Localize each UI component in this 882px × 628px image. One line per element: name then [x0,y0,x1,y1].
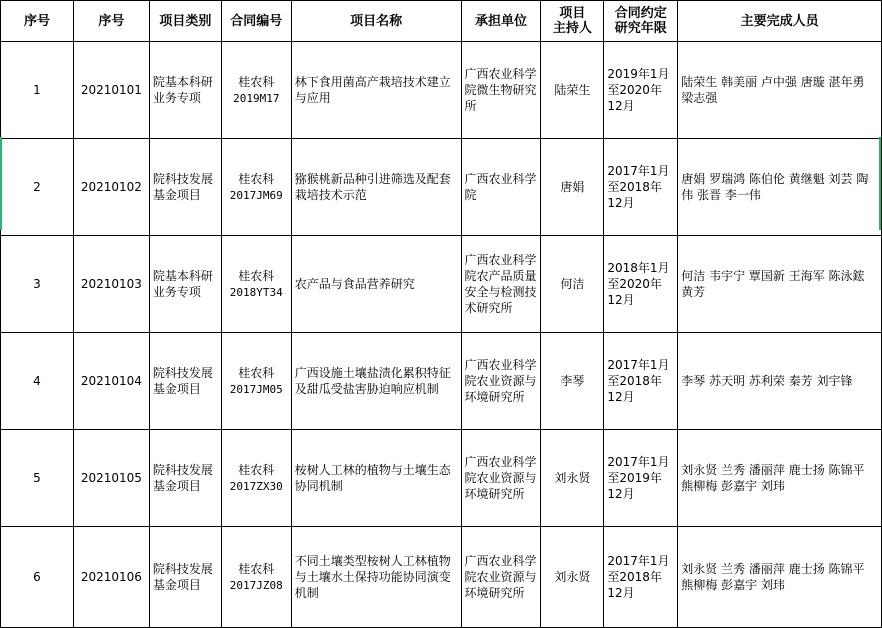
contract-line1: 桂农科 [238,74,275,89]
header-members[interactable]: 主要完成人员 [678,1,882,42]
cell-unit[interactable]: 广西农业科学院农产品质量安全与检测技术研究所 [461,236,541,333]
header-host-line2: 主持人 [552,21,592,36]
contract-line2: 2017JZ08 [229,578,283,592]
cell-seq[interactable]: 3 [1,236,74,333]
cell-host[interactable]: 陆荣生 [541,42,604,139]
cell-contract-no[interactable] [221,430,291,527]
cell-period[interactable]: 2017年1月至2018年12月 [604,527,678,628]
cell-contract-no[interactable] [221,333,291,430]
cell-num[interactable]: 20210106 [73,527,149,628]
cell-host[interactable]: 刘永贤 [541,430,604,527]
cell-num[interactable]: 20210101 [73,42,149,139]
cell-host[interactable]: 李琴 [541,333,604,430]
cell-project-name[interactable]: 广西设施土壤盐渍化累积特征及甜瓜受盐害胁迫响应机制 [291,333,461,430]
contract-line1: 桂农科 [238,365,275,380]
cell-contract-no[interactable] [221,236,291,333]
table-row [1,527,882,628]
header-num[interactable]: 序号 [73,1,149,42]
cell-category[interactable]: 院基本科研业务专项 [149,236,221,333]
contract-line2: 2017JM05 [229,382,283,396]
cell-seq[interactable]: 1 [1,42,74,139]
cell-period[interactable]: 2017年1月至2018年12月 [604,333,678,430]
header-host-line1: 项目 [559,6,586,21]
cell-period[interactable]: 2018年1月至2020年12月 [604,236,678,333]
table-row [1,42,882,139]
cell-contract-no[interactable] [221,42,291,139]
header-period-line2: 研究年限 [614,21,667,36]
cell-contract-no[interactable] [221,527,291,628]
contract-line1: 桂农科 [238,462,275,477]
cell-project-name[interactable]: 桉树人工林的植物与土壤生态协同机制 [291,430,461,527]
header-period[interactable] [604,1,678,42]
cell-project-name[interactable]: 不同土壤类型桉树人工林植物与土壤水土保持功能协同演变机制 [291,527,461,628]
contract-line2: 2018YT34 [229,285,283,299]
cell-members[interactable]: 刘永贤 兰秀 潘丽萍 鹿士扬 陈锦平 熊柳梅 彭嘉宇 刘玮 [678,430,882,527]
cell-seq[interactable]: 5 [1,430,74,527]
header-project-name[interactable]: 项目名称 [291,1,461,42]
cell-members[interactable]: 唐娟 罗瑞鸿 陈伯伦 黄继魁 刘芸 陶伟 张晋 李一伟 [678,139,882,236]
cell-category[interactable]: 院科技发展基金项目 [149,139,221,236]
table-row [1,139,882,236]
table-row [1,236,882,333]
contract-line1: 桂农科 [238,268,275,283]
cell-seq[interactable]: 2 [1,139,74,236]
cell-category[interactable]: 院基本科研业务专项 [149,42,221,139]
cell-unit[interactable]: 广西农业科学院农业资源与环境研究所 [461,430,541,527]
cell-members[interactable]: 李琴 苏天明 苏利荣 秦芳 刘宇锋 [678,333,882,430]
cell-category[interactable]: 院科技发展基金项目 [149,430,221,527]
cell-members[interactable]: 何洁 韦宇宁 覃国新 王海军 陈泳鋐 黄芳 [678,236,882,333]
row-selection-marker-left [0,137,2,230]
cell-unit[interactable]: 广西农业科学院农业资源与环境研究所 [461,527,541,628]
cell-category[interactable]: 院科技发展基金项目 [149,527,221,628]
header-contract-no[interactable]: 合同编号 [221,1,291,42]
cell-host[interactable]: 刘永贤 [541,527,604,628]
cell-period[interactable]: 2019年1月至2020年12月 [604,42,678,139]
cell-members[interactable]: 陆荣生 韩美丽 卢中强 唐璇 湛年勇 梁志强 [678,42,882,139]
contract-line2: 2017ZX30 [229,479,283,493]
cell-project-name[interactable]: 林下食用菌高产栽培技术建立与应用 [291,42,461,139]
header-row [1,1,882,42]
header-host[interactable] [541,1,604,42]
header-seq[interactable]: 序号 [1,1,74,42]
cell-project-name[interactable]: 猕猴桃新品种引进筛选及配套栽培技术示范 [291,139,461,236]
table-row [1,430,882,527]
contract-line1: 桂农科 [238,171,275,186]
contract-line2: 2019M17 [233,91,280,105]
cell-num[interactable]: 20210104 [73,333,149,430]
cell-host[interactable]: 何洁 [541,236,604,333]
cell-seq[interactable]: 6 [1,527,74,628]
header-unit[interactable]: 承担单位 [461,1,541,42]
row-selection-marker-right [879,137,881,230]
cell-num[interactable]: 20210102 [73,139,149,236]
cell-contract-no[interactable] [221,139,291,236]
header-category[interactable]: 项目类别 [149,1,221,42]
table-row [1,333,882,430]
cell-period[interactable]: 2017年1月至2019年12月 [604,430,678,527]
cell-num[interactable]: 20210105 [73,430,149,527]
cell-seq[interactable]: 4 [1,333,74,430]
cell-period[interactable]: 2017年1月至2018年12月 [604,139,678,236]
cell-num[interactable]: 20210103 [73,236,149,333]
cell-unit[interactable]: 广西农业科学院微生物研究所 [461,42,541,139]
contract-line2: 2017JM69 [229,188,283,202]
header-period-line1: 合同约定 [614,6,667,21]
cell-category[interactable]: 院科技发展基金项目 [149,333,221,430]
cell-project-name[interactable]: 农产品与食品营养研究 [291,236,461,333]
cell-unit[interactable]: 广西农业科学院农业资源与环境研究所 [461,333,541,430]
cell-host[interactable]: 唐娟 [541,139,604,236]
cell-unit[interactable]: 广西农业科学院 [461,139,541,236]
contract-line1: 桂农科 [238,561,275,576]
cell-members[interactable]: 刘永贤 兰秀 潘丽萍 鹿士扬 陈锦平 熊柳梅 彭嘉宇 刘玮 [678,527,882,628]
